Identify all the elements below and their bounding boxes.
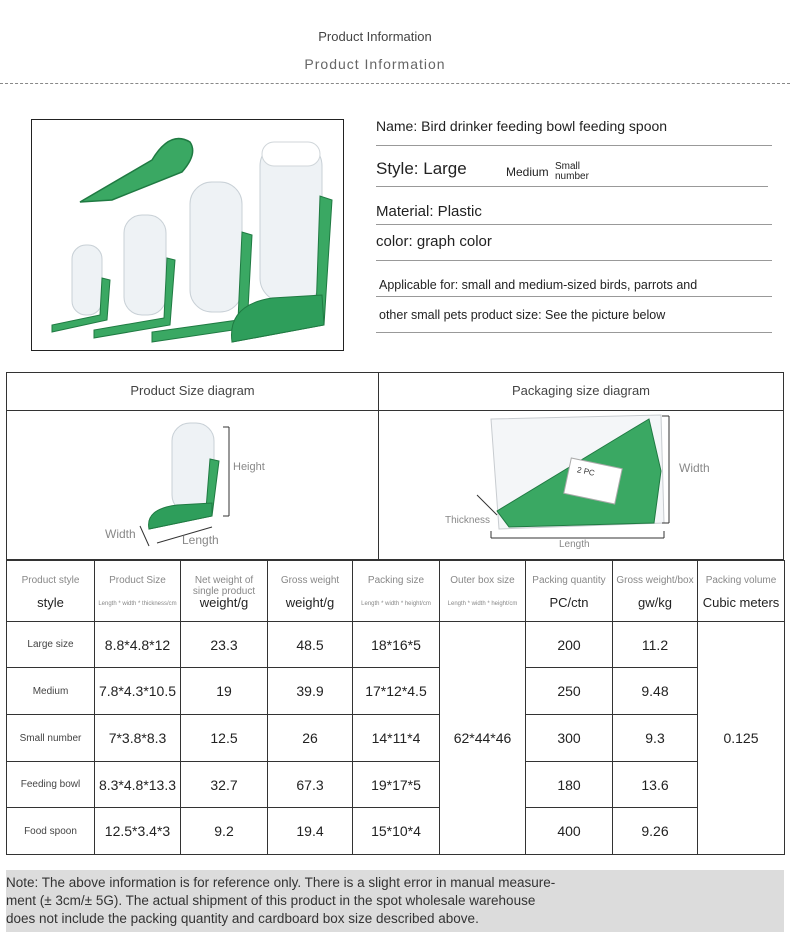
table-cell [6, 714, 95, 762]
table-cell [352, 621, 440, 668]
table-cell [525, 807, 613, 855]
table-cell [94, 667, 181, 715]
packaging-bag-illustration [379, 411, 783, 559]
table-cell [352, 714, 440, 762]
info-style-small: Small number [555, 161, 589, 182]
volume-value: 0.125 [723, 730, 759, 746]
table-value: 9.3 [645, 730, 665, 746]
table-header-label: Cubic meters [702, 595, 780, 610]
info-divider [376, 260, 772, 261]
info-applicable-1: Applicable for: small and medium-sized birds, parrots and [379, 278, 698, 292]
table-header-small: Packing volume [705, 575, 777, 586]
table-value: 19.4 [296, 823, 324, 839]
table-value: 17*12*4.5 [365, 683, 427, 699]
table-header-small: Product Size [109, 575, 166, 586]
table-value: 200 [557, 636, 581, 653]
table-cell [612, 714, 698, 762]
thickness-label: Thickness [445, 515, 491, 526]
table-header-cell [94, 560, 181, 622]
table-header-small: Gross weight [280, 575, 340, 586]
table-cell [267, 621, 353, 668]
table-cell [180, 761, 268, 808]
row-style-label: Feeding bowl [20, 779, 81, 790]
bird-feeders-illustration [32, 120, 343, 350]
height-label: Height [233, 461, 265, 473]
product-size-diagram-title: Product Size diagram [130, 383, 255, 398]
table-cell [352, 807, 440, 855]
pkg-length-label: Length [559, 539, 590, 550]
table-value: 9.26 [641, 823, 669, 839]
table-value: 67.3 [296, 776, 324, 793]
table-value: 15*10*4 [371, 823, 421, 839]
table-cell [94, 621, 181, 668]
table-header-cell [697, 560, 785, 622]
product-size-diagram-title-cell [6, 372, 379, 411]
table-header-label: style [37, 595, 64, 610]
note-line-1: Note: The above information is for reference only. There is a slight error in manual measure- [6, 875, 556, 890]
table-value: 11.2 [641, 636, 669, 653]
table-header-cell [439, 560, 526, 622]
info-divider [376, 186, 768, 187]
table-value: 19*17*5 [371, 776, 421, 793]
table-cell [180, 667, 268, 715]
note-line-2: ment (± 3cm/± 5G). The actual shipment of this product in the spot wholesale warehouse [6, 893, 536, 908]
table-value: 8.8*4.8*12 [104, 636, 171, 653]
table-value: 48.5 [296, 636, 324, 653]
volume-cell [697, 621, 785, 855]
table-cell [6, 807, 95, 855]
table-value: 9.48 [641, 683, 669, 699]
table-cell [94, 807, 181, 855]
row-style-label: Large size [27, 639, 74, 650]
table-value: 12.5*3.4*3 [104, 823, 171, 839]
table-cell [180, 807, 268, 855]
info-style-medium: Medium [506, 165, 549, 179]
note-line-3: does not include the packing quantity and cardboard box size described above. [6, 911, 479, 926]
info-divider [376, 332, 772, 333]
table-header-small: Net weight of single product [192, 575, 256, 597]
table-cell [612, 761, 698, 808]
table-value: 180 [557, 776, 581, 793]
table-cell [352, 761, 440, 808]
table-cell [6, 621, 95, 668]
outer-box-value: 62*44*46 [453, 730, 512, 746]
row-style-label: Medium [32, 685, 69, 697]
table-header-cell [525, 560, 613, 622]
info-applicable-2: other small pets product size: See the picture below [379, 308, 666, 322]
table-header-small: Product style [21, 575, 80, 586]
table-value: 300 [557, 730, 581, 746]
table-header-hint: Length * width * height/cm [361, 601, 431, 607]
table-cell [6, 761, 95, 808]
info-divider [376, 224, 772, 225]
table-header-hint: Length * width * height/cm [447, 601, 518, 607]
info-name: Name: Bird drinker feeding bowl feeding spoon [376, 118, 668, 134]
length-label: Length [182, 533, 219, 547]
table-cell [267, 807, 353, 855]
header-divider [0, 83, 790, 84]
table-value: 13.6 [641, 776, 669, 793]
table-value: 26 [302, 730, 318, 746]
table-cell [352, 667, 440, 715]
header-subtitle: Product Information [304, 56, 446, 72]
table-value: 250 [557, 683, 581, 699]
table-cell [612, 667, 698, 715]
pkg-width-label: Width [679, 461, 710, 475]
table-cell [525, 667, 613, 715]
packaging-diagram-title: Packaging size diagram [511, 383, 651, 398]
packaging-size-diagram [378, 410, 784, 560]
table-cell [612, 807, 698, 855]
table-header-cell [352, 560, 440, 622]
table-header-label: gw/kg [638, 595, 672, 610]
table-header-small: Packing quantity [532, 575, 606, 586]
table-cell [267, 761, 353, 808]
table-value: 32.7 [210, 776, 238, 793]
info-divider [376, 296, 772, 297]
table-value: 9.2 [214, 823, 234, 839]
table-value: 39.9 [296, 683, 324, 699]
table-header-label: weight/g [199, 595, 249, 610]
table-cell [267, 667, 353, 715]
table-header-hint: Length * width * thickness/cm [98, 601, 177, 607]
width-label: Width [105, 527, 136, 541]
bag-label: 2 PC [576, 465, 596, 478]
table-header-cell [612, 560, 698, 622]
table-value: 18*16*5 [371, 636, 421, 653]
table-cell [94, 761, 181, 808]
note [6, 874, 616, 928]
info-color: color: graph color [376, 233, 492, 250]
info-style: Style: Large [376, 159, 467, 178]
table-cell [6, 667, 95, 715]
product-photo [31, 119, 344, 351]
table-value: 14*11*4 [371, 730, 421, 746]
row-style-label: Small number [19, 732, 82, 744]
table-cell [525, 714, 613, 762]
table-header-small: Gross weight/box [616, 575, 694, 586]
table-cell [525, 621, 613, 668]
packaging-diagram-title-cell [378, 372, 784, 411]
table-value: 400 [557, 823, 581, 839]
header-title: Product Information [318, 29, 432, 44]
table-value: 7.8*4.3*10.5 [98, 683, 177, 699]
table-value: 7*3.8*8.3 [108, 730, 167, 746]
table-value: 19 [216, 683, 232, 699]
table-cell [94, 714, 181, 762]
table-value: 12.5 [210, 730, 238, 746]
table-value: 8.3*4.8*13.3 [98, 776, 177, 793]
table-header-cell [6, 560, 95, 622]
outer-box-cell [439, 621, 526, 855]
table-header-small: Packing size [367, 575, 425, 586]
table-cell [267, 714, 353, 762]
info-material: Material: Plastic [376, 203, 482, 220]
table-header-label: weight/g [285, 595, 335, 610]
table-header-small: Outer box size [450, 575, 515, 586]
info-divider [376, 145, 772, 146]
table-value: 23.3 [210, 636, 238, 653]
product-size-diagram [6, 410, 379, 560]
table-header-label: PC/ctn [549, 595, 589, 610]
table-header-cell [267, 560, 353, 622]
row-style-label: Food spoon [24, 825, 77, 837]
table-cell [180, 714, 268, 762]
table-cell [525, 761, 613, 808]
table-header-cell [180, 560, 268, 622]
table-cell [612, 621, 698, 668]
table-cell [180, 621, 268, 668]
